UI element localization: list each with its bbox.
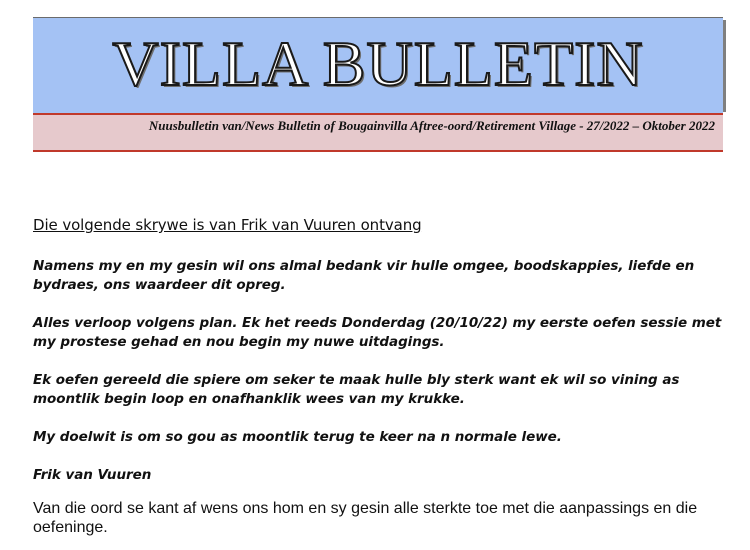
article-paragraph-4: My doelwit is om so gou as moontlik terug te keer na n normale lewe. — [33, 429, 562, 445]
subtitle-banner — [33, 113, 723, 152]
masthead-shadow — [723, 20, 726, 112]
article-paragraph-2: Alles verloop volgens plan. Ek het reeds Donderdag (20/10/22) my eerste oefen sessie met my prostese gehad en nou begin my nuwe uitdagings. — [33, 315, 722, 350]
subtitle-text: Nuusbulletin van/News Bulletin of Bougainvilla Aftree-oord/Retirement Village - 27/2022 – Oktober 2022 — [148, 118, 715, 133]
article-signature: Frik van Vuuren — [33, 467, 152, 483]
masthead-banner — [33, 17, 723, 113]
article-paragraph-1: Namens my en my gesin wil ons almal bedank vir hulle omgee, boodskappies, liefde en bydraes, ons waardeer dit opreg. — [33, 258, 695, 293]
masthead-title: VILLA BULLETIN — [112, 28, 644, 99]
article — [33, 215, 733, 537]
article-paragraph-3: Ek oefen gereeld die spiere om seker te maak hulle bly sterk want ek wil so vining as moontlik begin loop en onafhanklik wees van my krukke. — [33, 372, 680, 407]
closing-paragraph: Van die oord se kant af wens ons hom en sy gesin alle sterkte toe met die aanpassings en die oefeninge. — [33, 500, 698, 536]
article-heading: Die volgende skrywe is van Frik van Vuuren ontvang — [33, 216, 422, 234]
